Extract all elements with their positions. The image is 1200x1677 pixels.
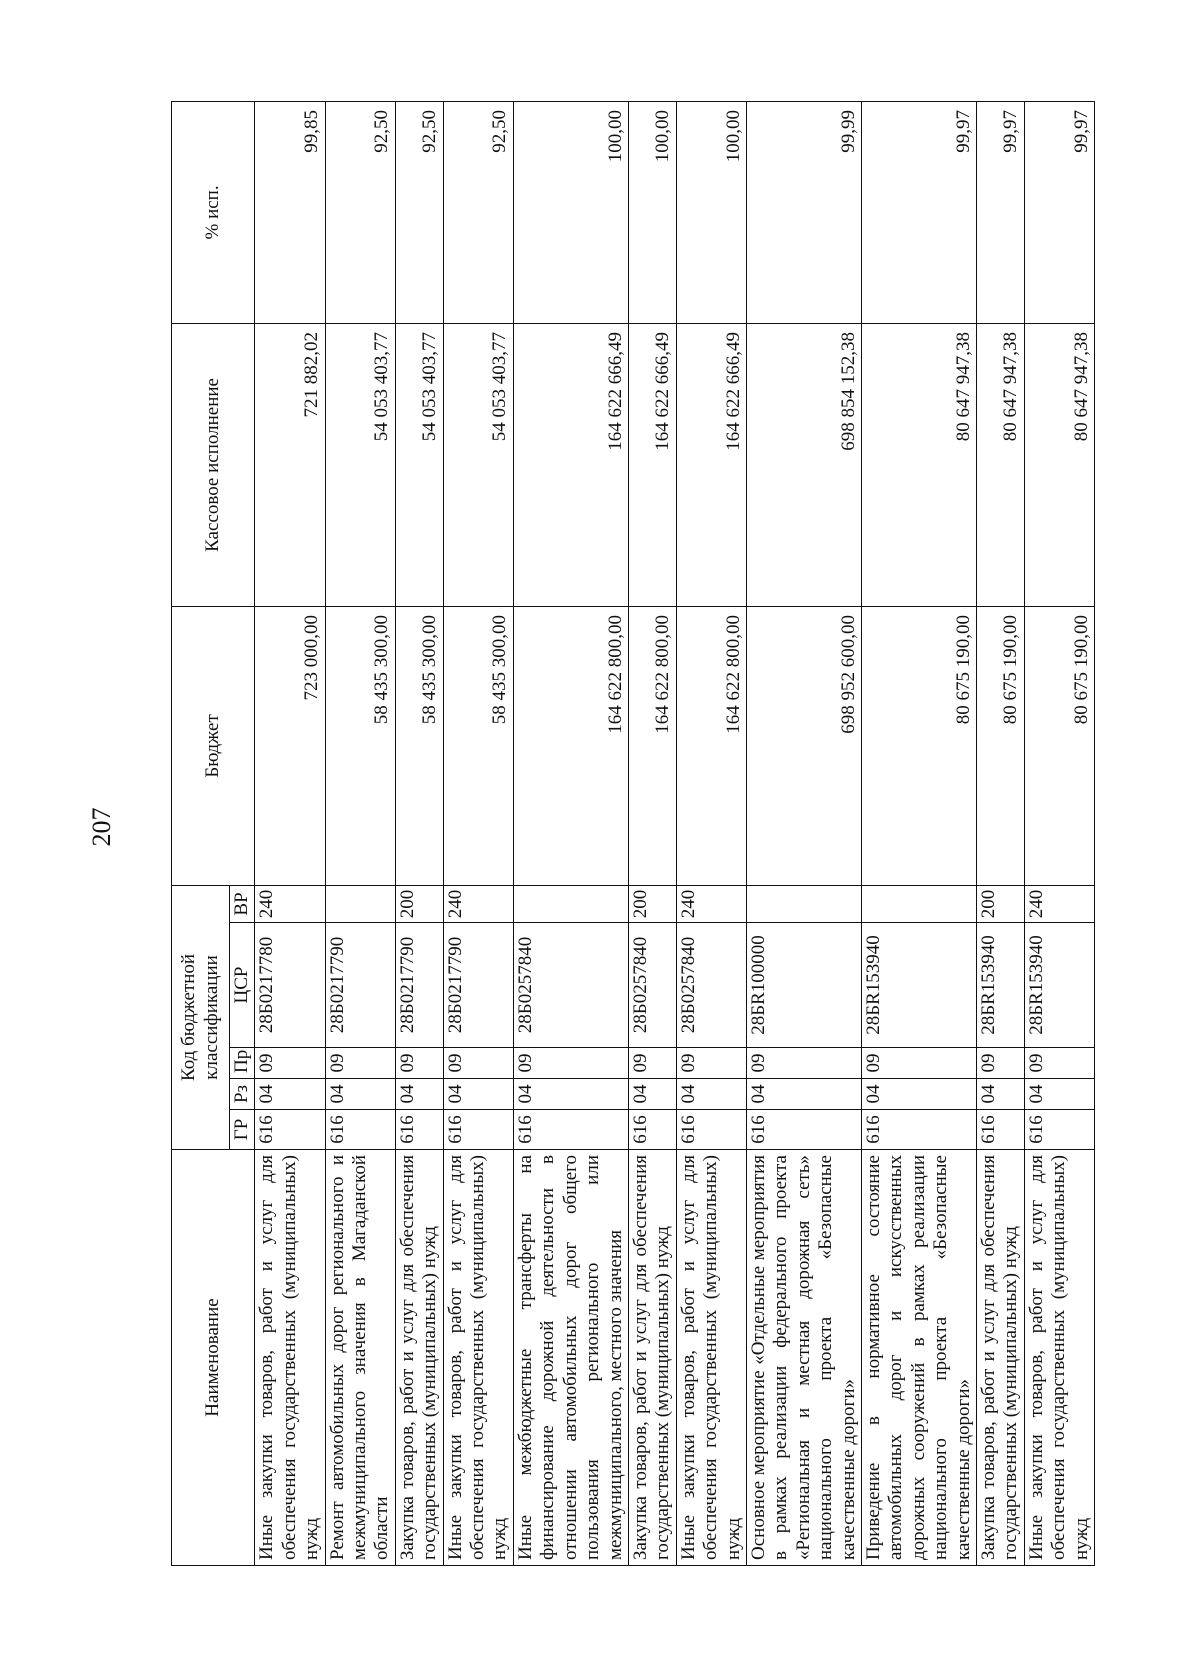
cell-vr: 200	[977, 885, 1025, 922]
cell-pr: 09	[1024, 1048, 1094, 1079]
table-row	[861, 101, 976, 1565]
header-gr: ГР	[230, 1110, 255, 1150]
header-code-group: Код бюджетной классификации	[172, 885, 230, 1149]
cell-rz: 04	[395, 1079, 443, 1110]
cell-pr: 09	[325, 1048, 395, 1079]
table-row	[1024, 101, 1094, 1565]
cell-cash-execution: 164 622 666,49	[628, 323, 676, 606]
cell-name: Иные закупки товаров, работ и услуг для обеспечения государственных (муниципальных) нужд	[676, 1150, 746, 1566]
cell-vr: 240	[255, 885, 325, 922]
table-row	[628, 101, 676, 1565]
header-vr: ВР	[230, 885, 255, 922]
cell-vr: 200	[628, 885, 676, 922]
cell-name: Иные закупки товаров, работ и услуг для обеспечения государственных (муниципальных) нужд	[1024, 1150, 1094, 1566]
header-csr: ЦСР	[230, 923, 255, 1048]
table-row	[395, 101, 443, 1565]
page-number: 207	[87, 807, 116, 847]
cell-name: Закупка товаров, работ и услуг для обеспечения государственных (муниципальных) нужд	[977, 1150, 1025, 1566]
table-row	[513, 101, 628, 1565]
header-budget: Бюджет	[172, 606, 255, 885]
table-row	[977, 101, 1025, 1565]
cell-percent-execution: 92,50	[443, 101, 513, 323]
cell-csr: 28Б0257840	[628, 923, 676, 1048]
table-row	[676, 101, 746, 1565]
cell-percent-execution: 99,97	[1024, 101, 1094, 323]
cell-csr: 28Б0217790	[325, 923, 395, 1048]
cell-gr: 616	[513, 1110, 628, 1150]
cell-budget: 80 675 190,00	[861, 606, 976, 885]
cell-rz: 04	[443, 1079, 513, 1110]
header-rz: Рз	[230, 1079, 255, 1110]
cell-gr: 616	[628, 1110, 676, 1150]
cell-gr: 616	[255, 1110, 325, 1150]
cell-pr: 09	[395, 1048, 443, 1079]
cell-pr: 09	[443, 1048, 513, 1079]
cell-budget: 164 622 800,00	[676, 606, 746, 885]
cell-percent-execution: 100,00	[513, 101, 628, 323]
cell-budget: 698 952 600,00	[746, 606, 861, 885]
cell-csr: 28Б0257840	[676, 923, 746, 1048]
cell-budget: 58 435 300,00	[443, 606, 513, 885]
cell-cash-execution: 80 647 947,38	[1024, 323, 1094, 606]
cell-name: Ремонт автомобильных дорог регионального и межмуниципального значения в Магаданской области	[325, 1150, 395, 1566]
cell-cash-execution: 164 622 666,49	[513, 323, 628, 606]
cell-csr: 28БR153940	[861, 923, 976, 1048]
cell-percent-execution: 99,97	[977, 101, 1025, 323]
cell-vr	[325, 885, 395, 922]
header-cash-execution: Кассовое исполнение	[172, 323, 255, 606]
cell-gr: 616	[746, 1110, 861, 1150]
cell-rz: 04	[255, 1079, 325, 1110]
budget-table-container	[171, 102, 1092, 1566]
cell-name: Закупка товаров, работ и услуг для обеспечения государственных (муниципальных) нужд	[628, 1150, 676, 1566]
cell-budget: 58 435 300,00	[395, 606, 443, 885]
cell-pr: 09	[977, 1048, 1025, 1079]
cell-percent-execution: 99,85	[255, 101, 325, 323]
cell-budget: 164 622 800,00	[628, 606, 676, 885]
cell-rz: 04	[513, 1079, 628, 1110]
cell-pr: 09	[676, 1048, 746, 1079]
cell-name: Иные закупки товаров, работ и услуг для обеспечения государственных (муниципальных) нужд	[255, 1150, 325, 1566]
header-percent-execution: % исп.	[172, 101, 255, 323]
cell-csr: 28Б0257840	[513, 923, 628, 1048]
cell-cash-execution: 54 053 403,77	[443, 323, 513, 606]
cell-gr: 616	[676, 1110, 746, 1150]
cell-budget: 164 622 800,00	[513, 606, 628, 885]
cell-rz: 04	[861, 1079, 976, 1110]
cell-csr: 28Б0217790	[395, 923, 443, 1048]
cell-budget: 80 675 190,00	[1024, 606, 1094, 885]
cell-name: Иные межбюджетные трансферты на финансирование дорожной деятельности в отношении автомобильных дорог общего пользования регионального или межмуниципального, местного значения	[513, 1150, 628, 1566]
budget-execution-table	[171, 101, 1095, 1566]
cell-percent-execution: 99,99	[746, 101, 861, 323]
cell-percent-execution: 100,00	[676, 101, 746, 323]
table-body	[255, 101, 1095, 1565]
cell-rz: 04	[676, 1079, 746, 1110]
cell-pr: 09	[255, 1048, 325, 1079]
cell-name: Иные закупки товаров, работ и услуг для обеспечения государственных (муниципальных) нужд	[443, 1150, 513, 1566]
header-name: Наименование	[172, 1150, 255, 1566]
table-row	[746, 101, 861, 1565]
cell-cash-execution: 54 053 403,77	[395, 323, 443, 606]
cell-vr: 240	[443, 885, 513, 922]
table-row	[443, 101, 513, 1565]
cell-vr: 200	[395, 885, 443, 922]
cell-cash-execution: 164 622 666,49	[676, 323, 746, 606]
cell-gr: 616	[443, 1110, 513, 1150]
cell-percent-execution: 99,97	[861, 101, 976, 323]
cell-cash-execution: 698 854 152,38	[746, 323, 861, 606]
cell-pr: 09	[746, 1048, 861, 1079]
cell-budget: 58 435 300,00	[325, 606, 395, 885]
cell-cash-execution: 80 647 947,38	[977, 323, 1025, 606]
cell-vr: 240	[676, 885, 746, 922]
cell-csr: 28Б0217790	[443, 923, 513, 1048]
cell-rz: 04	[1024, 1079, 1094, 1110]
cell-gr: 616	[1024, 1110, 1094, 1150]
cell-rz: 04	[746, 1079, 861, 1110]
cell-csr: 28БR153940	[977, 923, 1025, 1048]
cell-gr: 616	[325, 1110, 395, 1150]
cell-percent-execution: 92,50	[325, 101, 395, 323]
cell-csr: 28Б0217780	[255, 923, 325, 1048]
cell-gr: 616	[395, 1110, 443, 1150]
cell-pr: 09	[513, 1048, 628, 1079]
cell-rz: 04	[325, 1079, 395, 1110]
cell-csr: 28БR153940	[1024, 923, 1094, 1048]
cell-vr	[746, 885, 861, 922]
cell-budget: 723 000,00	[255, 606, 325, 885]
cell-pr: 09	[861, 1048, 976, 1079]
cell-vr: 240	[1024, 885, 1094, 922]
cell-rz: 04	[977, 1079, 1025, 1110]
cell-csr: 28БR100000	[746, 923, 861, 1048]
table-row	[255, 101, 325, 1565]
cell-name: Приведение в нормативное состояние автомобильных дорог и искусственных дорожных сооружений в рамках реализации национального проекта «Безопасные качественные дороги»	[861, 1150, 976, 1566]
cell-gr: 616	[977, 1110, 1025, 1150]
cell-cash-execution: 54 053 403,77	[325, 323, 395, 606]
cell-name: Основное мероприятие «Отдельные мероприятия в рамках реализации федерального проекта «Региональная и местная дорожная сеть» национального проекта «Безопасные качественные дороги»	[746, 1150, 861, 1566]
cell-gr: 616	[861, 1110, 976, 1150]
cell-vr	[861, 885, 976, 922]
cell-name: Закупка товаров, работ и услуг для обеспечения государственных (муниципальных) нужд	[395, 1150, 443, 1566]
cell-pr: 09	[628, 1048, 676, 1079]
cell-cash-execution: 80 647 947,38	[861, 323, 976, 606]
header-pr: Пр	[230, 1048, 255, 1079]
cell-budget: 80 675 190,00	[977, 606, 1025, 885]
cell-cash-execution: 721 882,02	[255, 323, 325, 606]
cell-percent-execution: 100,00	[628, 101, 676, 323]
cell-rz: 04	[628, 1079, 676, 1110]
cell-percent-execution: 92,50	[395, 101, 443, 323]
table-row	[325, 101, 395, 1565]
cell-vr	[513, 885, 628, 922]
